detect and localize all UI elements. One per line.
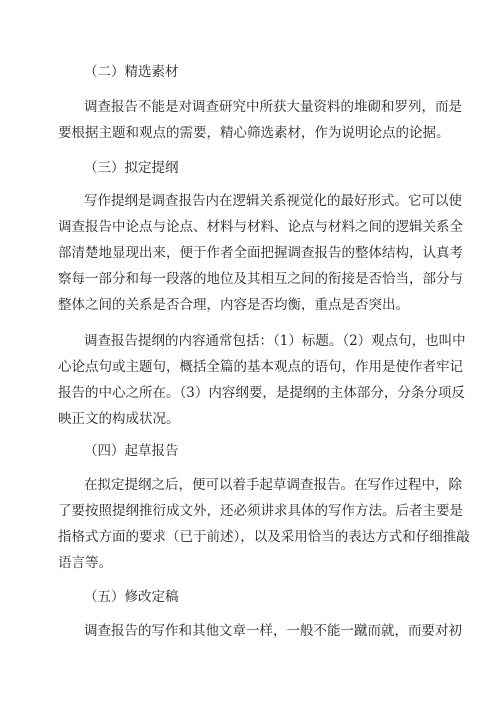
paragraph-line: 报告的中心之所在。（3）内容纲要，是提纲的主体部分，分条分项反 bbox=[58, 385, 465, 401]
section-heading: （二）精选素材 bbox=[84, 64, 179, 80]
paragraph-line: 心论点句或主题句，概括全篇的基本观点的语句，作用是使作者牢记 bbox=[58, 359, 463, 375]
paragraph-line: 映正文的构成状况。 bbox=[58, 411, 180, 427]
paragraph-line: 察每一部分和每一段落的地位及其相互之间的衔接是否恰当，部分与 bbox=[58, 271, 463, 287]
paragraph-line: 要根据主题和观点的需要，精心筛选素材，作为说明论点的论据。 bbox=[58, 125, 450, 141]
paragraph-line: 了要按照提纲推衍成文外，还必须讲求具体的写作方法。后者主要是 bbox=[58, 503, 463, 519]
paragraph-line: 整体之间的关系是否合理，内容是否均衡，重点是否突出。 bbox=[58, 297, 409, 313]
section-heading: （五）修改定稿 bbox=[84, 589, 179, 605]
section-heading: （三）拟定提纲 bbox=[84, 160, 179, 176]
paragraph-line: 写作提纲是调查报告内在逻辑关系视觉化的最好形式。它可以使 bbox=[84, 193, 462, 209]
section-heading: （四）起草报告 bbox=[84, 443, 179, 459]
paragraph-line: 调查报告的写作和其他文章一样，一般不能一蹴而就，而要对初 bbox=[84, 623, 462, 639]
paragraph-line: 调查报告中论点与论点、材料与材料、论点与材料之间的逻辑关系全 bbox=[58, 219, 463, 235]
paragraph-line: 调查报告不能是对调查研究中所获大量资料的堆砌和罗列，而是 bbox=[84, 99, 462, 115]
paragraph-line: 语言等。 bbox=[58, 555, 112, 571]
paragraph-line: 调查报告提纲的内容通常包括：（1）标题。（2）观点句，也叫中 bbox=[84, 333, 466, 349]
paragraph-line: 部清楚地显现出来，便于作者全面把握调查报告的整体结构，认真考 bbox=[58, 245, 463, 261]
paragraph-line: 指格式方面的要求（已于前述），以及采用恰当的表达方式和仔细推敲 bbox=[58, 529, 470, 545]
paragraph-line: 在拟定提纲之后，便可以着手起草调查报告。在写作过程中，除 bbox=[84, 477, 462, 493]
